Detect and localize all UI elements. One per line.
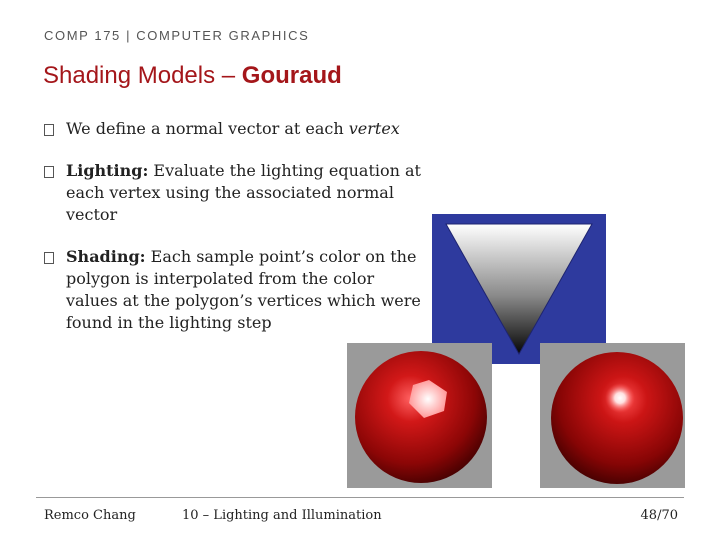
bullet-text: Each sample point’s color on the polygon is interpolated from the color values at the polygon’s vertices which were found in the lighting step bbox=[66, 247, 421, 332]
sphere-smooth-image bbox=[540, 343, 685, 488]
sphere-coarse-image bbox=[347, 343, 492, 488]
course-header: COMP 175 | COMPUTER GRAPHICS bbox=[44, 28, 310, 43]
red-sphere-coarse-icon bbox=[355, 351, 487, 483]
footer-rule bbox=[36, 497, 684, 498]
bullet-item bbox=[44, 160, 424, 226]
footer-lecture: 10 – Lighting and Illumination bbox=[182, 508, 382, 523]
page-number: 48/70 bbox=[640, 508, 678, 523]
bullet-text: We define a normal vector at each bbox=[66, 119, 349, 138]
bullet-list bbox=[44, 118, 424, 354]
title-main: Shading Models – bbox=[43, 62, 242, 89]
gouraud-triangle-image bbox=[432, 214, 606, 364]
footer-author: Remco Chang bbox=[44, 508, 136, 523]
bullet-term: Shading: bbox=[66, 247, 146, 266]
bullet-term: Lighting: bbox=[66, 161, 149, 180]
bullet-item bbox=[44, 246, 424, 334]
bullet-box-icon bbox=[44, 124, 54, 136]
title-accent: Gouraud bbox=[241, 62, 342, 89]
bullet-text: Evaluate the lighting equation at each vertex using the associated normal vector bbox=[66, 161, 421, 224]
bullet-item bbox=[44, 118, 424, 140]
specular-highlight-icon bbox=[605, 383, 635, 413]
bullet-box-icon bbox=[44, 252, 54, 264]
slide-title bbox=[43, 62, 342, 90]
bullet-emphasis: vertex bbox=[348, 119, 400, 138]
bullet-box-icon bbox=[44, 166, 54, 178]
red-sphere-smooth-icon bbox=[551, 352, 683, 484]
